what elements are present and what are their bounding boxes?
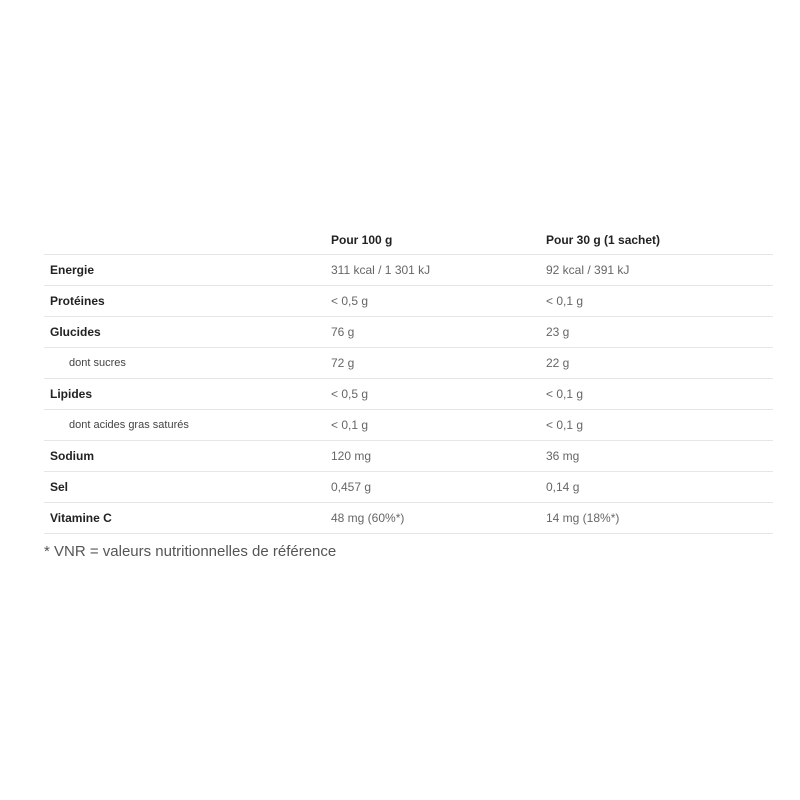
nutrition-table-container (44, 225, 773, 534)
value-per-portion: 23 g (539, 317, 773, 348)
value-per-portion: 22 g (539, 348, 773, 379)
value-per-100g: 120 mg (324, 441, 539, 472)
table-row-glucides (44, 317, 773, 348)
value-per-portion: 36 mg (539, 441, 773, 472)
header-per-portion: Pour 30 g (1 sachet) (539, 225, 773, 255)
nutrition-table (44, 225, 773, 534)
value-per-100g: < 0,5 g (324, 286, 539, 317)
value-per-portion: 92 kcal / 391 kJ (539, 255, 773, 286)
value-per-100g: 72 g (324, 348, 539, 379)
table-header-row (44, 225, 773, 255)
table-row-acides-gras-satures (44, 410, 773, 441)
nutrient-name: Lipides (44, 379, 324, 410)
nutrient-subname: dont acides gras saturés (44, 410, 324, 441)
nutrient-name: Sodium (44, 441, 324, 472)
nutrient-name: Energie (44, 255, 324, 286)
nutrient-name: Glucides (44, 317, 324, 348)
header-per-100g: Pour 100 g (324, 225, 539, 255)
header-nutrient (44, 225, 324, 255)
nutrient-name: Vitamine C (44, 503, 324, 534)
table-row-sodium (44, 441, 773, 472)
table-row-vitamine-c (44, 503, 773, 534)
value-per-100g: 48 mg (60%*) (324, 503, 539, 534)
table-row-dont-sucres (44, 348, 773, 379)
value-per-100g: 76 g (324, 317, 539, 348)
value-per-100g: < 0,5 g (324, 379, 539, 410)
value-per-100g: < 0,1 g (324, 410, 539, 441)
value-per-portion: 14 mg (18%*) (539, 503, 773, 534)
table-row-proteines (44, 286, 773, 317)
nutrient-subname: dont sucres (44, 348, 324, 379)
vnr-footnote: * VNR = valeurs nutritionnelles de référence (44, 543, 337, 560)
value-per-portion: < 0,1 g (539, 410, 773, 441)
value-per-portion: < 0,1 g (539, 379, 773, 410)
table-row-lipides (44, 379, 773, 410)
value-per-portion: < 0,1 g (539, 286, 773, 317)
table-row-energie (44, 255, 773, 286)
nutrient-name: Sel (44, 472, 324, 503)
value-per-portion: 0,14 g (539, 472, 773, 503)
nutrient-name: Protéines (44, 286, 324, 317)
table-row-sel (44, 472, 773, 503)
value-per-100g: 311 kcal / 1 301 kJ (324, 255, 539, 286)
value-per-100g: 0,457 g (324, 472, 539, 503)
